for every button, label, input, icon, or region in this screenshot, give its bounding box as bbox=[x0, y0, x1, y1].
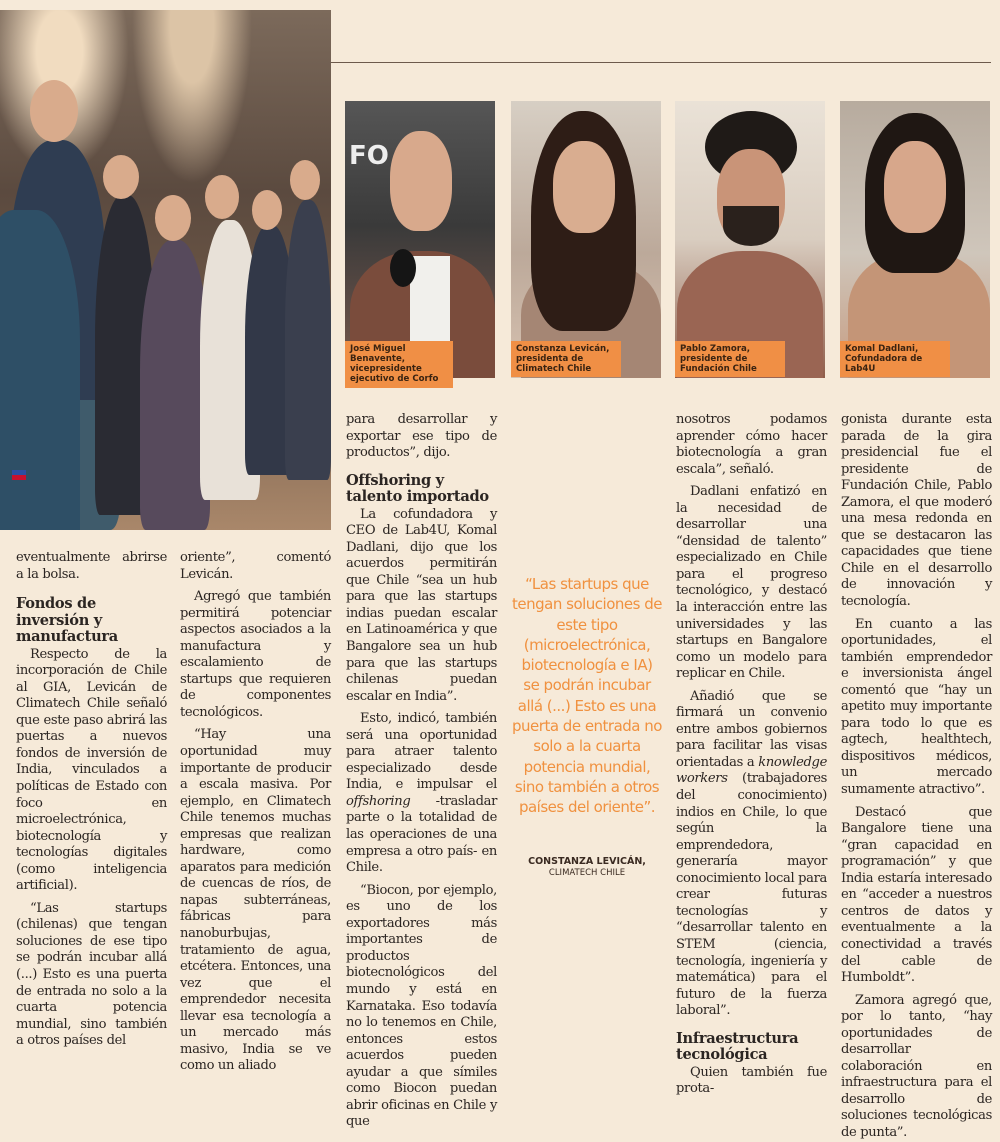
person-face bbox=[884, 141, 946, 233]
portrait-zamora bbox=[675, 101, 825, 378]
article-column-5 bbox=[676, 412, 827, 1098]
paragraph: Respecto de la incorporación de Chile al GIA, Levicán de Climatech Chile señaló que este paso abrirá las puertas a nuevos fondos de inversión de India, vinculados a políticas de Estado con foco en microelectrónica, biotecnología y tecnologías digitales (como inteligencia artificial). bbox=[16, 646, 167, 894]
pull-quote: “Las startups que tengan soluciones de este tipo (microelectrónica, biotecnología e IA) se podrán incubar allá (...) Esto es una puerta de entrada no solo a la cuarta potencia mundial, sino también a otros países del oriente”. bbox=[512, 575, 662, 817]
paragraph: Zamora agregó que, por lo tanto, “hay oportunidades de desarrollar colaboración en infraestructura para el desarrollo de soluciones tecnológicas de punta”. bbox=[841, 992, 992, 1140]
attendee-head bbox=[290, 160, 320, 200]
speaker-face bbox=[390, 131, 452, 231]
person-face bbox=[553, 141, 615, 233]
attendee-head bbox=[155, 195, 191, 241]
paragraph: Agregó que también permitirá potenciar aspectos asociados a la manufactura y escalamiento de startups que requieren de componentes tecnológicos. bbox=[180, 589, 331, 720]
paragraph: “Las startups (chilenas) que tengan soluciones de ese tipo se podrán incubar allá (...) Esto es una puerta de entrada no solo a la cuarta potencia mundial, sino también a otros países del bbox=[16, 900, 167, 1049]
paragraph: gonista durante esta parada de la gira presidencial fue el presidente de Fundación Chile, Pablo Zamora, el que moderó una mesa redonda en que se destacaron las capacidades que tiene Chile en el desarrollo de innovación y tecnología. bbox=[841, 412, 992, 610]
caption-levican: Constanza Levicán, presidenta de Climatech Chile bbox=[511, 341, 621, 377]
chile-flag-pin bbox=[12, 470, 26, 480]
emphasis: knowledge workers bbox=[676, 754, 827, 787]
attendee-head bbox=[252, 190, 282, 230]
paragraph bbox=[346, 711, 497, 876]
caption-dadlani: Komal Dadlani, Cofundadora de Lab4U bbox=[840, 341, 950, 377]
portrait-levican bbox=[511, 101, 661, 378]
portrait-benavente bbox=[345, 101, 495, 378]
portrait-dadlani bbox=[840, 101, 990, 378]
attendee-head bbox=[205, 175, 239, 219]
paragraph: eventualmente abrirse a la bolsa. bbox=[16, 550, 167, 582]
article-column-2 bbox=[180, 550, 331, 1075]
background-sign: FO bbox=[349, 141, 389, 171]
attendee-figure bbox=[0, 210, 80, 530]
paragraph: Destacó que Bangalore tiene una “gran capacidad en programación” y que India estaría interesado en “acceder a nuestros centros de datos y eventualmente a la conectividad a través del cable de Humboldt”. bbox=[841, 804, 992, 986]
text-run: (trabajadores del conocimiento) indios en Chile, lo que según la emprendedora, generaría mayor conocimiento local para crear futuras tecnologías y “desarrollar talento en STEM (ciencia, tecnología, ingeniería y matemática) para el futuro de la fuerza laboral”. bbox=[676, 771, 827, 1019]
section-heading: Infraestructura tecnológica bbox=[676, 1029, 799, 1064]
article-column-6 bbox=[841, 412, 992, 1142]
article-column-1 bbox=[16, 550, 167, 1050]
emphasis: offshoring bbox=[346, 793, 411, 809]
microphone bbox=[390, 249, 416, 287]
paragraph: Quien también fue prota- bbox=[676, 1064, 827, 1097]
paragraph: “Hay una oportunidad muy importante de producir a escala masiva. Por ejemplo, en Climatech Chile tenemos muchas empresas que realizan hardware, como aparatos para medición de cuencas de ríos, de napas subterráneas, fábricas para nanoburbujas, tratamiento de agua, etcétera. Entonces, una vez que el emprendedor necesita llevar esa tecnología a un mercado más masivo, India se ve como un aliado bbox=[180, 727, 331, 1074]
text-run: -trasladar parte o la totalidad de las operaciones de una empresa a otro país- en Chile. bbox=[346, 793, 497, 876]
paragraph: para desarrollar y exportar ese tipo de productos”, dijo. bbox=[346, 412, 497, 461]
text-run: Añadió que se firmará un convenio entre ambos gobiernos para facilitar las visas orientadas a bbox=[676, 688, 827, 770]
caption-zamora: Pablo Zamora, presidente de Fundación Chile bbox=[675, 341, 785, 377]
beard bbox=[723, 206, 779, 246]
article-column-3 bbox=[346, 412, 497, 1131]
paragraph: nosotros podamos aprender cómo hacer biotecnología a gran escala”, señaló. bbox=[676, 412, 827, 477]
paragraph: “Biocon, por ejemplo, es uno de los exportadores más importantes de productos biotecnológicos del mundo y está en Karnataka. Eso todavía no lo tenemos en Chile, entonces estos acuerdos pueden ayudar a que símiles como Biocon puedan abrir oficinas en Chile y que bbox=[346, 882, 497, 1130]
paragraph: La cofundadora y CEO de Lab4U, Komal Dadlani, dijo que los acuerdos permitirán que Chile “sea un hub para que las startups indias puedan escalar en Latinoamérica y que Bangalore sea un hub para que las startups chilenas puedan escalar en India”. bbox=[346, 506, 497, 704]
paragraph bbox=[676, 689, 827, 1020]
attendee-head bbox=[103, 155, 139, 199]
paragraph: oriente”, comentó Levicán. bbox=[180, 550, 331, 582]
section-heading: Fondos de inversión y manufactura bbox=[16, 595, 118, 646]
section-heading: Offshoring y talento importado bbox=[346, 471, 489, 506]
event-photo bbox=[0, 10, 331, 530]
attendee-figure bbox=[285, 200, 331, 480]
section-rule bbox=[331, 62, 991, 63]
paragraph: Dadlani enfatizó en la necesidad de desarrollar una “densidad de talento” especializado en Chile para el progreso tecnológico, y destacó la interacción entre las universidades y las startups en Bangalore como un modelo para replicar en Chile. bbox=[676, 484, 827, 682]
caption-benavente: José Miguel Benavente, vicepresidente ejecutivo de Corfo bbox=[345, 341, 453, 388]
attendee-head bbox=[30, 80, 78, 142]
paragraph: En cuanto a las oportunidades, el también emprendedor e inversionista ángel comentó que “hay un apetito muy importante para todo lo que es agtech, healthtech, dispositivos médicos, un mercado sumamente atractivo”. bbox=[841, 616, 992, 798]
quote-author: CONSTANZA LEVICÁN, bbox=[528, 856, 646, 867]
text-run: Esto, indicó, también será una oportunidad para atraer talento especializado desde India, e impulsar el bbox=[346, 711, 497, 793]
quote-role: CLIMATECH CHILE bbox=[548, 868, 626, 878]
